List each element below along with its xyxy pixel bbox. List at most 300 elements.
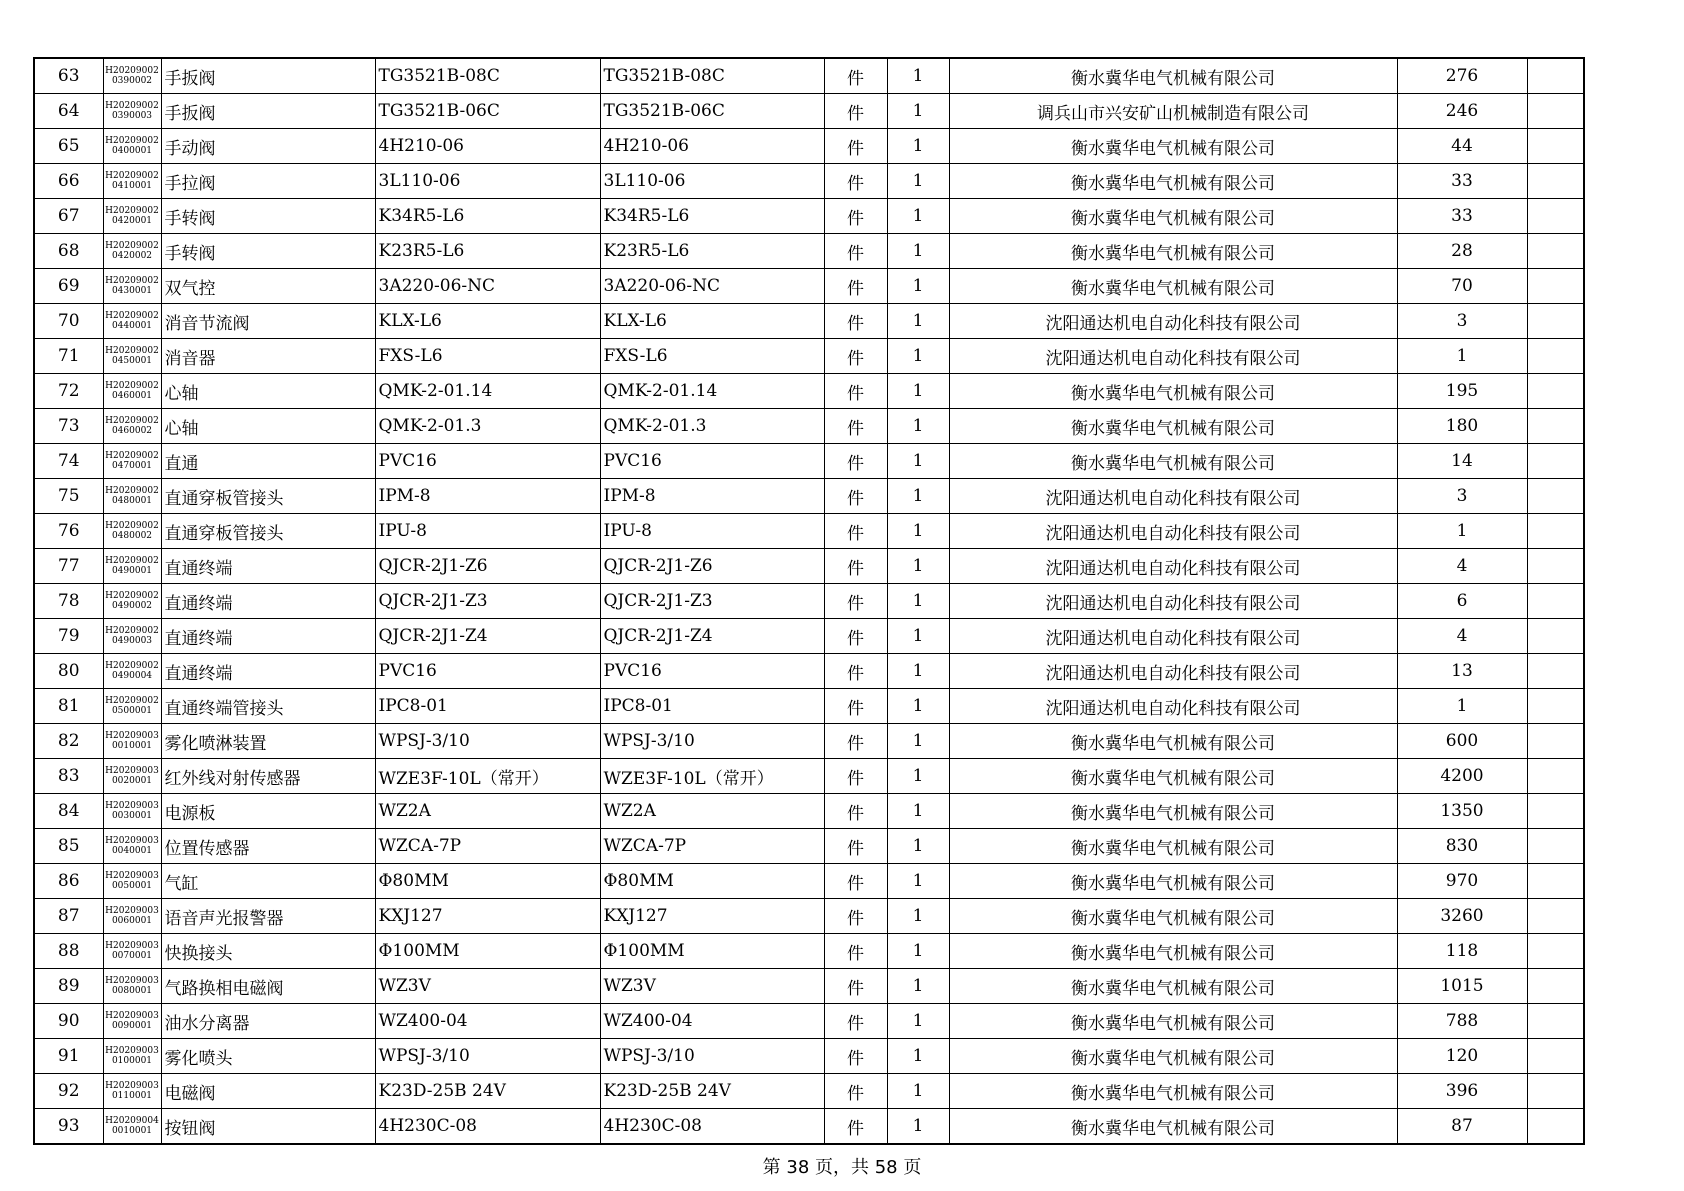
unit-price-cell: 28 <box>1397 234 1527 269</box>
supplier-cell: 衡水冀华电气机械有限公司 <box>949 864 1397 899</box>
item-spec-cell: FXS-L6 <box>600 339 824 374</box>
item-model-cell: QMK-2-01.14 <box>375 374 600 409</box>
item-name-cell: 直通穿板管接头 <box>161 479 375 514</box>
item-name-cell: 直通终端管接头 <box>161 689 375 724</box>
unit-cell: 件 <box>824 1039 887 1074</box>
supplier-cell: 沈阳通达机电自动化科技有限公司 <box>949 584 1397 619</box>
unit-cell: 件 <box>824 549 887 584</box>
item-name-cell: 消音节流阀 <box>161 304 375 339</box>
material-code-cell <box>103 899 161 934</box>
remark-cell <box>1527 584 1584 619</box>
material-code-cell <box>103 829 161 864</box>
material-code-part1: H20209002 <box>105 346 159 356</box>
item-spec-cell: QJCR-2J1-Z3 <box>600 584 824 619</box>
quantity-cell: 1 <box>887 234 949 269</box>
item-spec-cell: TG3521B-08C <box>600 58 824 94</box>
quantity-cell: 1 <box>887 479 949 514</box>
table-row <box>34 969 1584 1004</box>
item-spec-cell: Φ80MM <box>600 864 824 899</box>
unit-price-cell: 1350 <box>1397 794 1527 829</box>
unit-price-cell: 180 <box>1397 409 1527 444</box>
unit-cell: 件 <box>824 1109 887 1145</box>
quantity-cell: 1 <box>887 619 949 654</box>
material-code-part2: 0490002 <box>111 601 153 611</box>
remark-cell <box>1527 724 1584 759</box>
remark-cell <box>1527 969 1584 1004</box>
item-spec-cell: K34R5-L6 <box>600 199 824 234</box>
material-code-cell <box>103 969 161 1004</box>
material-code-part2: 0490001 <box>111 566 153 576</box>
page-number-footer: 第 38 页，共 58 页 <box>762 1157 922 1178</box>
item-name-cell: 雾化喷头 <box>161 1039 375 1074</box>
material-code-part1: H20209002 <box>105 556 159 566</box>
material-code-part2: 0010001 <box>111 741 153 751</box>
unit-cell: 件 <box>824 689 887 724</box>
unit-price-cell: 1015 <box>1397 969 1527 1004</box>
material-code-cell <box>103 164 161 199</box>
item-model-cell: 4H210-06 <box>375 129 600 164</box>
unit-price-cell: 4200 <box>1397 759 1527 794</box>
item-model-cell: IPU-8 <box>375 514 600 549</box>
row-number-cell: 89 <box>34 969 103 1004</box>
material-code-part2: 0490004 <box>111 671 153 681</box>
remark-cell <box>1527 1109 1584 1145</box>
item-name-cell: 手动阀 <box>161 129 375 164</box>
row-number-cell: 70 <box>34 304 103 339</box>
table-row <box>34 584 1584 619</box>
unit-cell: 件 <box>824 829 887 864</box>
unit-price-cell: 6 <box>1397 584 1527 619</box>
remark-cell <box>1527 829 1584 864</box>
material-code-part2: 0430001 <box>111 286 153 296</box>
item-name-cell: 消音器 <box>161 339 375 374</box>
unit-cell: 件 <box>824 479 887 514</box>
item-spec-cell: WZCA-7P <box>600 829 824 864</box>
item-model-cell: WZCA-7P <box>375 829 600 864</box>
material-code-cell <box>103 1004 161 1039</box>
unit-cell: 件 <box>824 934 887 969</box>
row-number-cell: 82 <box>34 724 103 759</box>
material-code-part2: 0110001 <box>111 1091 153 1101</box>
quantity-cell: 1 <box>887 409 949 444</box>
material-code-cell <box>103 199 161 234</box>
item-name-cell: 直通终端 <box>161 549 375 584</box>
item-name-cell: 心轴 <box>161 374 375 409</box>
material-code-part2: 0440001 <box>111 321 153 331</box>
item-model-cell: TG3521B-08C <box>375 58 600 94</box>
item-model-cell: Φ100MM <box>375 934 600 969</box>
item-spec-cell: KXJ127 <box>600 899 824 934</box>
item-name-cell: 直通 <box>161 444 375 479</box>
remark-cell <box>1527 619 1584 654</box>
row-number-cell: 86 <box>34 864 103 899</box>
row-number-cell: 93 <box>34 1109 103 1145</box>
supplier-cell: 衡水冀华电气机械有限公司 <box>949 234 1397 269</box>
supplier-cell: 衡水冀华电气机械有限公司 <box>949 1074 1397 1109</box>
material-code-part1: H20209003 <box>105 801 159 811</box>
table-row <box>34 199 1584 234</box>
row-number-cell: 78 <box>34 584 103 619</box>
supplier-cell: 沈阳通达机电自动化科技有限公司 <box>949 514 1397 549</box>
material-code-part2: 0470001 <box>111 461 153 471</box>
item-model-cell: K23D-25B 24V <box>375 1074 600 1109</box>
unit-price-cell: 4 <box>1397 549 1527 584</box>
unit-price-cell: 1 <box>1397 514 1527 549</box>
table-row <box>34 374 1584 409</box>
unit-cell: 件 <box>824 164 887 199</box>
material-code-part1: H20209004 <box>105 1116 159 1126</box>
table-row <box>34 444 1584 479</box>
material-code-cell <box>103 549 161 584</box>
item-model-cell: FXS-L6 <box>375 339 600 374</box>
table-row <box>34 409 1584 444</box>
material-code-part1: H20209003 <box>105 1011 159 1021</box>
item-model-cell: IPM-8 <box>375 479 600 514</box>
quantity-cell: 1 <box>887 514 949 549</box>
unit-cell: 件 <box>824 234 887 269</box>
supplier-cell: 衡水冀华电气机械有限公司 <box>949 129 1397 164</box>
item-name-cell: 气路换相电磁阀 <box>161 969 375 1004</box>
unit-cell: 件 <box>824 94 887 129</box>
unit-cell: 件 <box>824 444 887 479</box>
item-spec-cell: WZ2A <box>600 794 824 829</box>
unit-cell: 件 <box>824 1004 887 1039</box>
item-spec-cell: QMK-2-01.14 <box>600 374 824 409</box>
row-number-cell: 69 <box>34 269 103 304</box>
unit-cell: 件 <box>824 374 887 409</box>
supplier-cell: 衡水冀华电气机械有限公司 <box>949 829 1397 864</box>
supplier-cell: 沈阳通达机电自动化科技有限公司 <box>949 689 1397 724</box>
table-row <box>34 514 1584 549</box>
remark-cell <box>1527 479 1584 514</box>
material-code-part1: H20209002 <box>105 241 159 251</box>
material-code-cell <box>103 479 161 514</box>
unit-price-cell: 970 <box>1397 864 1527 899</box>
quantity-cell: 1 <box>887 129 949 164</box>
unit-price-cell: 4 <box>1397 619 1527 654</box>
material-code-part1: H20209002 <box>105 381 159 391</box>
row-number-cell: 88 <box>34 934 103 969</box>
row-number-cell: 68 <box>34 234 103 269</box>
table-row <box>34 794 1584 829</box>
item-spec-cell: 3L110-06 <box>600 164 824 199</box>
item-name-cell: 电磁阀 <box>161 1074 375 1109</box>
table-row <box>34 899 1584 934</box>
quantity-cell: 1 <box>887 584 949 619</box>
supplier-cell: 沈阳通达机电自动化科技有限公司 <box>949 549 1397 584</box>
item-model-cell: K34R5-L6 <box>375 199 600 234</box>
item-model-cell: KXJ127 <box>375 899 600 934</box>
remark-cell <box>1527 199 1584 234</box>
material-code-part2: 0500001 <box>111 706 153 716</box>
remark-cell <box>1527 444 1584 479</box>
item-model-cell: WPSJ-3/10 <box>375 1039 600 1074</box>
material-code-part1: H20209003 <box>105 1046 159 1056</box>
material-code-cell <box>103 759 161 794</box>
quantity-cell: 1 <box>887 724 949 759</box>
item-spec-cell: QJCR-2J1-Z6 <box>600 549 824 584</box>
supplier-cell: 衡水冀华电气机械有限公司 <box>949 409 1397 444</box>
material-code-part2: 0070001 <box>111 951 153 961</box>
item-name-cell: 气缸 <box>161 864 375 899</box>
table-row <box>34 689 1584 724</box>
material-code-part2: 0080001 <box>111 986 153 996</box>
material-code-cell <box>103 794 161 829</box>
remark-cell <box>1527 129 1584 164</box>
quantity-cell: 1 <box>887 1039 949 1074</box>
row-number-cell: 81 <box>34 689 103 724</box>
supplier-cell: 衡水冀华电气机械有限公司 <box>949 444 1397 479</box>
item-name-cell: 直通终端 <box>161 619 375 654</box>
item-name-cell: 心轴 <box>161 409 375 444</box>
unit-price-cell: 33 <box>1397 164 1527 199</box>
item-model-cell: 3L110-06 <box>375 164 600 199</box>
item-spec-cell: PVC16 <box>600 654 824 689</box>
table-row <box>34 654 1584 689</box>
item-spec-cell: QJCR-2J1-Z4 <box>600 619 824 654</box>
remark-cell <box>1527 1074 1584 1109</box>
item-name-cell: 手拉阀 <box>161 164 375 199</box>
item-name-cell: 直通终端 <box>161 654 375 689</box>
unit-cell: 件 <box>824 759 887 794</box>
supplier-cell: 衡水冀华电气机械有限公司 <box>949 759 1397 794</box>
material-code-cell <box>103 689 161 724</box>
item-name-cell: 按钮阀 <box>161 1109 375 1145</box>
item-name-cell: 油水分离器 <box>161 1004 375 1039</box>
material-code-part1: H20209002 <box>105 416 159 426</box>
remark-cell <box>1527 269 1584 304</box>
remark-cell <box>1527 794 1584 829</box>
material-code-part1: H20209002 <box>105 521 159 531</box>
quantity-cell: 1 <box>887 58 949 94</box>
remark-cell <box>1527 934 1584 969</box>
material-code-part2: 0460002 <box>111 426 153 436</box>
item-spec-cell: WPSJ-3/10 <box>600 1039 824 1074</box>
unit-price-cell: 3260 <box>1397 899 1527 934</box>
remark-cell <box>1527 1039 1584 1074</box>
material-code-part1: H20209002 <box>105 311 159 321</box>
item-model-cell: PVC16 <box>375 654 600 689</box>
item-spec-cell: IPM-8 <box>600 479 824 514</box>
item-model-cell: QJCR-2J1-Z3 <box>375 584 600 619</box>
material-code-part1: H20209002 <box>105 276 159 286</box>
unit-cell: 件 <box>824 58 887 94</box>
supplier-cell: 衡水冀华电气机械有限公司 <box>949 1109 1397 1145</box>
unit-cell: 件 <box>824 899 887 934</box>
item-model-cell: Φ80MM <box>375 864 600 899</box>
item-model-cell: K23R5-L6 <box>375 234 600 269</box>
unit-cell: 件 <box>824 514 887 549</box>
item-name-cell: 手转阀 <box>161 199 375 234</box>
unit-cell: 件 <box>824 269 887 304</box>
table-row <box>34 234 1584 269</box>
item-spec-cell: WZ400-04 <box>600 1004 824 1039</box>
table-row <box>34 864 1584 899</box>
material-code-part2: 0100001 <box>111 1056 153 1066</box>
table-row <box>34 94 1584 129</box>
remark-cell <box>1527 514 1584 549</box>
item-name-cell: 语音声光报警器 <box>161 899 375 934</box>
material-code-cell <box>103 444 161 479</box>
material-code-part2: 0390003 <box>111 111 153 121</box>
item-spec-cell: PVC16 <box>600 444 824 479</box>
item-model-cell: PVC16 <box>375 444 600 479</box>
remark-cell <box>1527 864 1584 899</box>
remark-cell <box>1527 899 1584 934</box>
material-code-part1: H20209002 <box>105 696 159 706</box>
supplier-cell: 沈阳通达机电自动化科技有限公司 <box>949 304 1397 339</box>
item-spec-cell: QMK-2-01.3 <box>600 409 824 444</box>
material-code-cell <box>103 58 161 94</box>
table-row <box>34 1074 1584 1109</box>
row-number-cell: 90 <box>34 1004 103 1039</box>
table-row <box>34 1039 1584 1074</box>
table-row <box>34 724 1584 759</box>
item-model-cell: WZ3V <box>375 969 600 1004</box>
material-code-part1: H20209003 <box>105 941 159 951</box>
item-spec-cell: IPC8-01 <box>600 689 824 724</box>
table-row <box>34 479 1584 514</box>
material-code-cell <box>103 934 161 969</box>
material-code-cell <box>103 269 161 304</box>
row-number-cell: 91 <box>34 1039 103 1074</box>
quantity-cell: 1 <box>887 794 949 829</box>
remark-cell <box>1527 549 1584 584</box>
material-code-cell <box>103 584 161 619</box>
quantity-cell: 1 <box>887 444 949 479</box>
quantity-cell: 1 <box>887 934 949 969</box>
item-name-cell: 双气控 <box>161 269 375 304</box>
material-code-cell <box>103 724 161 759</box>
remark-cell <box>1527 234 1584 269</box>
material-code-part2: 0480001 <box>111 496 153 506</box>
row-number-cell: 64 <box>34 94 103 129</box>
remark-cell <box>1527 58 1584 94</box>
item-spec-cell: K23R5-L6 <box>600 234 824 269</box>
material-code-cell <box>103 1074 161 1109</box>
supplier-cell: 沈阳通达机电自动化科技有限公司 <box>949 619 1397 654</box>
supplier-cell: 衡水冀华电气机械有限公司 <box>949 374 1397 409</box>
row-number-cell: 76 <box>34 514 103 549</box>
material-code-part2: 0020001 <box>111 776 153 786</box>
material-code-part1: H20209003 <box>105 976 159 986</box>
quantity-cell: 1 <box>887 164 949 199</box>
item-name-cell: 手转阀 <box>161 234 375 269</box>
supplier-cell: 沈阳通达机电自动化科技有限公司 <box>949 654 1397 689</box>
table-row <box>34 934 1584 969</box>
supplier-cell: 衡水冀华电气机械有限公司 <box>949 899 1397 934</box>
material-code-part2: 0090001 <box>111 1021 153 1031</box>
row-number-cell: 83 <box>34 759 103 794</box>
material-code-part1: H20209002 <box>105 661 159 671</box>
remark-cell <box>1527 654 1584 689</box>
material-code-cell <box>103 654 161 689</box>
material-code-part2: 0450001 <box>111 356 153 366</box>
quantity-cell: 1 <box>887 339 949 374</box>
item-model-cell: QJCR-2J1-Z6 <box>375 549 600 584</box>
unit-cell: 件 <box>824 1074 887 1109</box>
row-number-cell: 63 <box>34 58 103 94</box>
material-code-part1: H20209002 <box>105 136 159 146</box>
material-code-part1: H20209003 <box>105 906 159 916</box>
material-code-cell <box>103 864 161 899</box>
table-row <box>34 58 1584 94</box>
table-row <box>34 304 1584 339</box>
material-code-part1: H20209002 <box>105 486 159 496</box>
supplier-cell: 衡水冀华电气机械有限公司 <box>949 934 1397 969</box>
item-name-cell: 手扳阀 <box>161 94 375 129</box>
material-code-part2: 0030001 <box>111 811 153 821</box>
table-row <box>34 164 1584 199</box>
supplier-cell: 沈阳通达机电自动化科技有限公司 <box>949 339 1397 374</box>
item-name-cell: 电源板 <box>161 794 375 829</box>
material-code-part1: H20209002 <box>105 626 159 636</box>
supplier-cell: 衡水冀华电气机械有限公司 <box>949 724 1397 759</box>
quantity-cell: 1 <box>887 304 949 339</box>
quantity-cell: 1 <box>887 969 949 1004</box>
material-code-part1: H20209003 <box>105 731 159 741</box>
material-code-cell <box>103 304 161 339</box>
unit-price-cell: 13 <box>1397 654 1527 689</box>
table-row <box>34 549 1584 584</box>
unit-price-cell: 120 <box>1397 1039 1527 1074</box>
row-number-cell: 74 <box>34 444 103 479</box>
parts-price-table <box>33 57 1585 1145</box>
item-model-cell: WZ400-04 <box>375 1004 600 1039</box>
material-code-cell <box>103 409 161 444</box>
quantity-cell: 1 <box>887 549 949 584</box>
item-model-cell: WZ2A <box>375 794 600 829</box>
material-code-part2: 0400001 <box>111 146 153 156</box>
item-name-cell: 快换接头 <box>161 934 375 969</box>
row-number-cell: 67 <box>34 199 103 234</box>
item-spec-cell: IPU-8 <box>600 514 824 549</box>
unit-price-cell: 1 <box>1397 339 1527 374</box>
supplier-cell: 衡水冀华电气机械有限公司 <box>949 1039 1397 1074</box>
row-number-cell: 84 <box>34 794 103 829</box>
material-code-part1: H20209003 <box>105 766 159 776</box>
row-number-cell: 80 <box>34 654 103 689</box>
item-model-cell: IPC8-01 <box>375 689 600 724</box>
supplier-cell: 衡水冀华电气机械有限公司 <box>949 1004 1397 1039</box>
material-code-part2: 0460001 <box>111 391 153 401</box>
supplier-cell: 衡水冀华电气机械有限公司 <box>949 969 1397 1004</box>
material-code-cell <box>103 514 161 549</box>
quantity-cell: 1 <box>887 374 949 409</box>
material-code-part2: 0060001 <box>111 916 153 926</box>
row-number-cell: 92 <box>34 1074 103 1109</box>
row-number-cell: 71 <box>34 339 103 374</box>
material-code-part1: H20209002 <box>105 206 159 216</box>
row-number-cell: 85 <box>34 829 103 864</box>
material-code-part1: H20209003 <box>105 836 159 846</box>
item-spec-cell: KLX-L6 <box>600 304 824 339</box>
material-code-cell <box>103 129 161 164</box>
item-spec-cell: WZ3V <box>600 969 824 1004</box>
material-code-part1: H20209003 <box>105 1081 159 1091</box>
quantity-cell: 1 <box>887 94 949 129</box>
unit-cell: 件 <box>824 129 887 164</box>
material-code-part1: H20209002 <box>105 101 159 111</box>
unit-cell: 件 <box>824 339 887 374</box>
table-row <box>34 829 1584 864</box>
item-model-cell: 4H230C-08 <box>375 1109 600 1145</box>
material-code-part1: H20209003 <box>105 871 159 881</box>
item-spec-cell: K23D-25B 24V <box>600 1074 824 1109</box>
row-number-cell: 87 <box>34 899 103 934</box>
unit-price-cell: 830 <box>1397 829 1527 864</box>
unit-price-cell: 44 <box>1397 129 1527 164</box>
